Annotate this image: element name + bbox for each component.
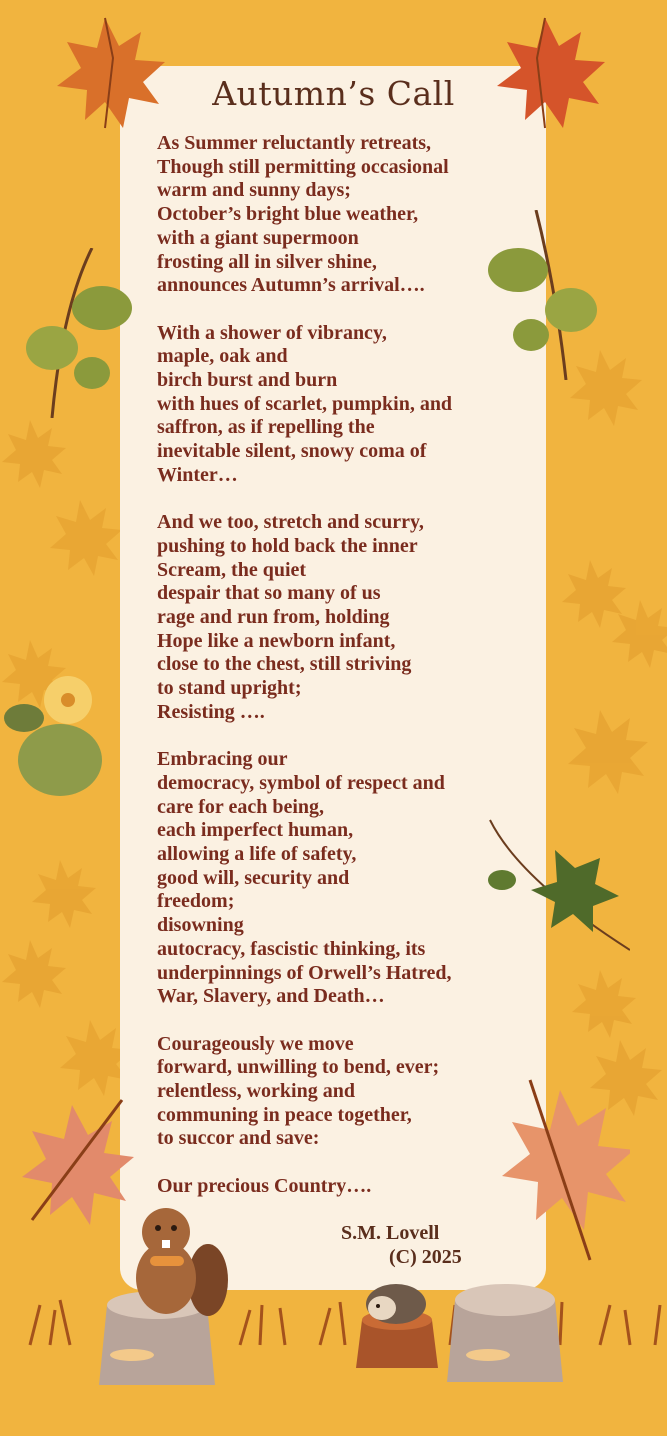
poem-line: And we too, stretch and scurry, <box>157 511 424 534</box>
poem-line: warm and sunny days; <box>157 179 351 202</box>
stanza-6 <box>157 1175 537 1199</box>
poem-line: announces Autumn’s arrival…. <box>157 274 425 297</box>
poem-line: with a giant supermoon <box>157 226 359 249</box>
poem-line: communing in peace together, <box>157 1103 412 1126</box>
poem-line: to succor and save: <box>157 1127 320 1150</box>
poem-line: Embracing our <box>157 748 288 771</box>
poem-line: maple, oak and <box>157 345 288 368</box>
poem-line: allowing a life of safety, <box>157 843 357 866</box>
poem-line: Resisting …. <box>157 700 265 723</box>
poem-line: With a shower of vibrancy, <box>157 321 387 344</box>
maple-leaf-icon <box>568 710 648 794</box>
poem-line: Our precious Country…. <box>157 1174 372 1197</box>
maple-leaf-icon <box>50 500 122 576</box>
poem-line: to stand upright; <box>157 677 302 700</box>
poem-line: rage and run from, holding <box>157 606 390 629</box>
poem-line: Though still permitting occasional <box>157 155 449 178</box>
poem-line: with hues of scarlet, pumpkin, and <box>157 392 453 415</box>
poem-title: Autumn’s Call <box>212 74 455 113</box>
poem-line: Hope like a newborn infant, <box>157 629 396 652</box>
poem-line: freedom; <box>157 890 235 913</box>
yellow-flower-icon <box>0 660 120 820</box>
maple-leaf-icon <box>470 8 620 138</box>
poem-body <box>157 132 537 1222</box>
stanza-3 <box>157 511 537 724</box>
poem-line: democracy, symbol of respect and <box>157 771 445 794</box>
poem-line: frosting all in silver shine, <box>157 250 377 273</box>
poem-line: underpinnings of Orwell’s Hatred, <box>157 961 452 984</box>
poem-line: relentless, working and <box>157 1080 355 1103</box>
maple-leaf-icon <box>612 600 667 668</box>
poem-line: inevitable silent, snowy coma of <box>157 440 427 463</box>
stanza-2 <box>157 322 537 488</box>
stanza-4 <box>157 748 537 1009</box>
poem-line: October’s bright blue weather, <box>157 203 419 226</box>
poem-line: disowning <box>157 914 244 937</box>
poem-line: As Summer reluctantly retreats, <box>157 132 432 154</box>
poem-line: Winter… <box>157 463 238 486</box>
maple-leaf-icon <box>30 8 180 138</box>
poem-line: forward, unwilling to bend, ever; <box>157 1056 440 1079</box>
poem-line: close to the chest, still striving <box>157 653 412 676</box>
poem-line: care for each being, <box>157 795 325 818</box>
hedgehog-icon <box>360 1276 430 1326</box>
green-leaf-branch-icon <box>22 248 142 418</box>
stanza-1 <box>157 132 537 298</box>
maple-leaf-icon <box>572 970 636 1038</box>
poem-line: pushing to hold back the inner <box>157 534 418 557</box>
stanza-5 <box>157 1033 537 1152</box>
poem-line: each imperfect human, <box>157 819 354 842</box>
poem-line: autocracy, fascistic thinking, its <box>157 937 426 960</box>
poem-line: Scream, the quiet <box>157 558 307 581</box>
poem-line: good will, security and <box>157 866 350 889</box>
poem-line: despair that so many of us <box>157 582 381 605</box>
poem-line: birch burst and burn <box>157 369 338 392</box>
maple-leaf-icon <box>2 420 66 488</box>
copyright: (C) 2025 <box>389 1246 462 1268</box>
poem-line: saffron, as if repelling the <box>157 416 375 439</box>
poem-line: War, Slavery, and Death… <box>157 985 385 1008</box>
poem-line: Courageously we move <box>157 1032 354 1055</box>
maple-leaf-icon <box>32 860 96 928</box>
tree-stump-icon <box>440 1275 570 1385</box>
maple-leaf-icon <box>562 560 626 628</box>
author-name: S.M. Lovell <box>341 1222 440 1244</box>
maple-leaf-icon <box>2 940 66 1008</box>
